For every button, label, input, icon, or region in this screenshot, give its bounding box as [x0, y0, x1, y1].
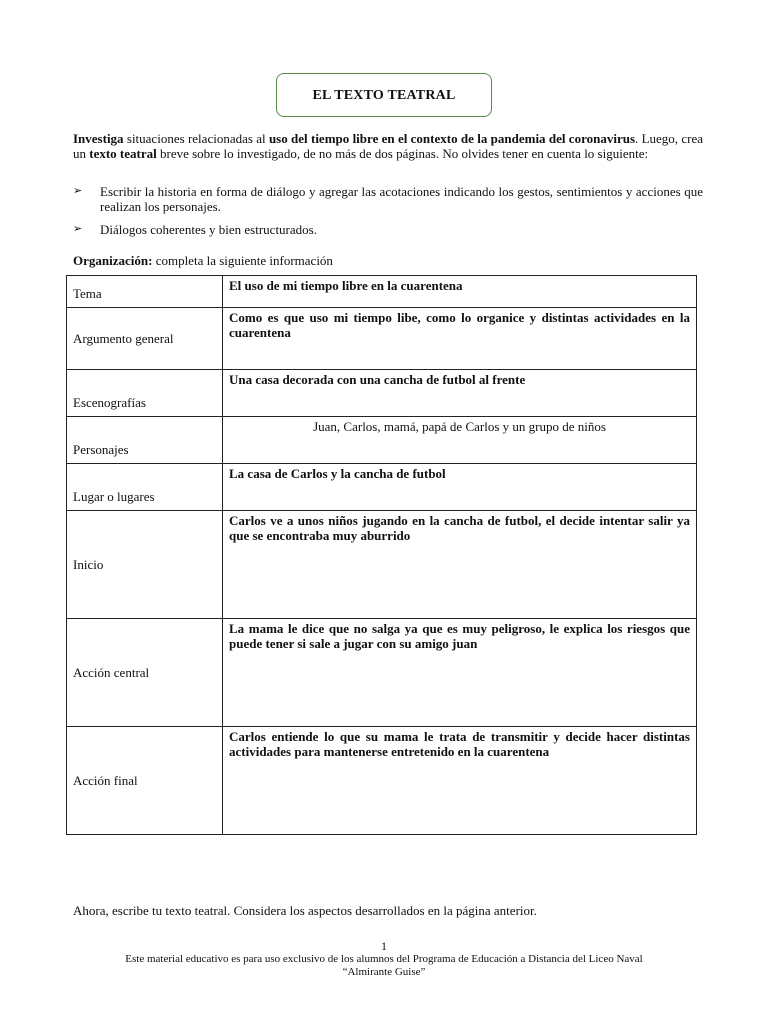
- row-value: Carlos ve a unos niños jugando en la cancha de futbol, el decide intentar salir ya que se encontraba muy aburrido: [223, 511, 697, 619]
- intro-text-3: breve sobre lo investigado, de no más de dos páginas. No olvides tener en cuenta lo siguiente:: [156, 146, 649, 161]
- table-row: [67, 417, 697, 464]
- table-row: [67, 464, 697, 511]
- intro-text-2: . Luego, crea un: [73, 131, 703, 161]
- row-label: Escenografías: [67, 370, 223, 417]
- row-value: Una casa decorada con una cancha de futbol al frente: [223, 370, 697, 417]
- row-value: Juan, Carlos, mamá, papá de Carlos y un grupo de niños: [223, 417, 697, 464]
- closing-instruction: Ahora, escribe tu texto teatral. Considera los aspectos desarrollados en la página anterior.: [73, 903, 537, 918]
- instruction-item: [73, 222, 703, 237]
- row-value: El uso de mi tiempo libre en la cuarentena: [223, 276, 697, 308]
- instruction-item: [73, 184, 703, 214]
- table-row: [67, 727, 697, 835]
- row-label: Argumento general: [67, 308, 223, 370]
- row-value: Carlos entiende lo que su mama le trata de transmitir y decide hacer distintas actividades para mantenerse entretenido en la cuarentena: [223, 727, 697, 835]
- intro-bold-investiga: Investiga: [73, 131, 124, 146]
- footer: [60, 953, 708, 979]
- organization-line: [73, 253, 333, 268]
- instruction-text: Escribir la historia en forma de diálogo y agregar las acotaciones indicando los gestos, sentimientos y acciones que realizan los personajes.: [100, 184, 703, 214]
- table-row: [67, 619, 697, 727]
- row-label: Tema: [67, 276, 223, 308]
- info-table: [66, 275, 697, 835]
- document-title: EL TEXTO TEATRAL: [312, 87, 456, 103]
- row-label: Acción central: [67, 619, 223, 727]
- footer-line-1: Este material educativo es para uso exclusivo de los alumnos del Programa de Educación a Distancia del Liceo Naval: [125, 953, 643, 965]
- table-row: [67, 370, 697, 417]
- organization-text: completa la siguiente información: [152, 253, 333, 268]
- instruction-list: [73, 184, 703, 245]
- row-label: Personajes: [67, 417, 223, 464]
- instruction-text: Diálogos coherentes y bien estructurados.: [100, 222, 317, 237]
- intro-paragraph: [73, 131, 703, 161]
- page-number: 1: [381, 939, 387, 953]
- row-value: La mama le dice que no salga ya que es muy peligroso, le explica los riesgos que puede tener si sale a jugar con su amigo juan: [223, 619, 697, 727]
- table-row: [67, 276, 697, 308]
- table-row: [67, 511, 697, 619]
- row-value: La casa de Carlos y la cancha de futbol: [223, 464, 697, 511]
- row-label: Inicio: [67, 511, 223, 619]
- arrow-bullet-icon: ➢: [73, 185, 83, 197]
- row-value: Como es que uso mi tiempo libe, como lo organice y distintas actividades en la cuarentena: [223, 308, 697, 370]
- intro-text-1: situaciones relacionadas al: [123, 131, 269, 146]
- intro-bold-topic: uso del tiempo libre en el contexto de la pandemia del coronavirus: [268, 131, 636, 146]
- organization-label: Organización:: [73, 253, 153, 268]
- intro-bold-texto-teatral: texto teatral: [89, 146, 157, 161]
- arrow-bullet-icon: ➢: [73, 223, 83, 235]
- document-title-box: [276, 73, 492, 117]
- table-row: [67, 308, 697, 370]
- row-label: Acción final: [67, 727, 223, 835]
- footer-line-2: “Almirante Guise”: [342, 966, 426, 978]
- row-label: Lugar o lugares: [67, 464, 223, 511]
